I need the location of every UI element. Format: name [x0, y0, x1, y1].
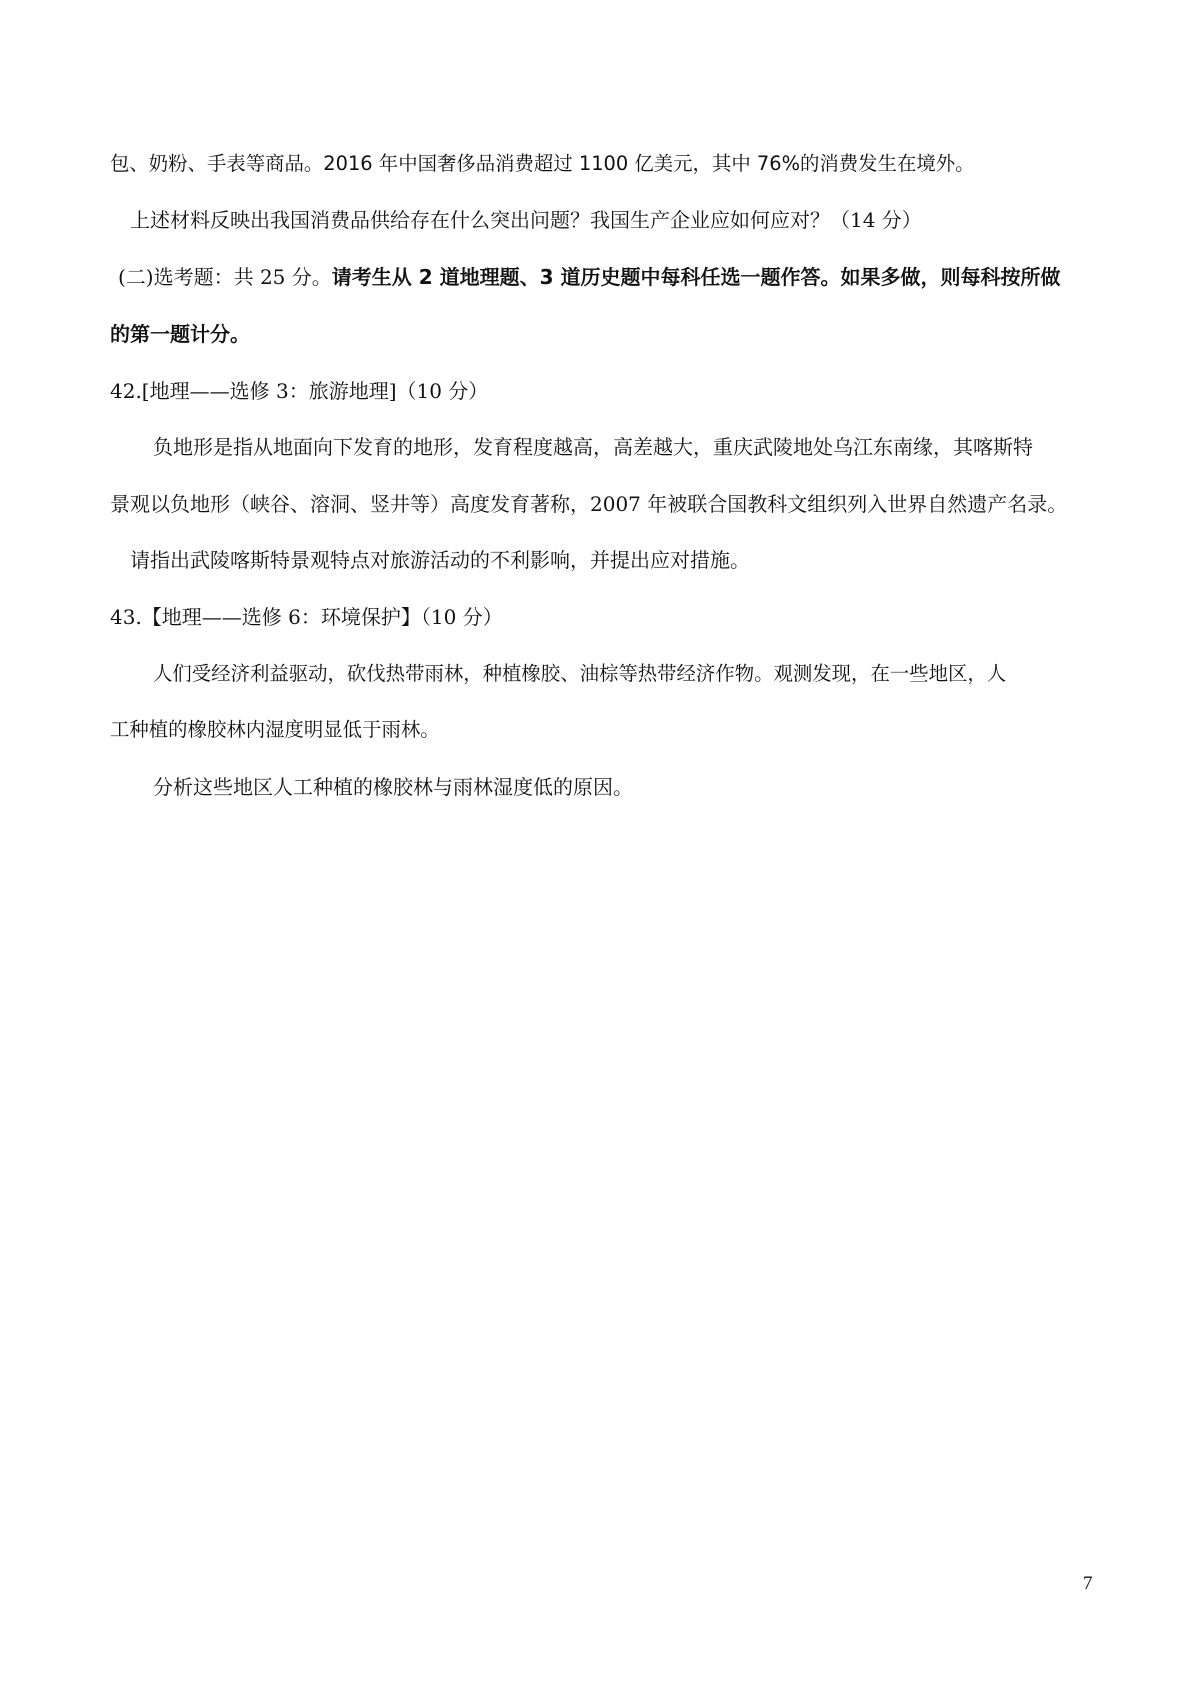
question-42-title: 42.[地理——选修 3：旅游地理]（10 分） [110, 379, 489, 403]
question-42-material-line2: 景观以负地形（峡谷、溶洞、竖井等）高度发育著称，2007 年被联合国教科文组织列入世界自然遗产名录。 [110, 492, 1068, 516]
page-number: 7 [1083, 1573, 1093, 1594]
question-42-prompt: 请指出武陵喀斯特景观特点对旅游活动的不利影响，并提出应对措施。 [130, 548, 750, 572]
paragraph-consumption-line1: 包、奶粉、手表等商品。2016 年中国奢侈品消费超过 1100 亿美元，其中 76%的消费发生在境外。 [110, 152, 975, 175]
section-2-heading [118, 263, 1108, 291]
section-2-instruction-part1: 请考生从 2 道地理题、3 道历史题中每科任选一题作答。如果多做，则每科按所做 [331, 265, 1061, 289]
question-43-title: 43.【地理——选修 6：环境保护】（10 分） [110, 605, 503, 629]
section-2-instruction-part2: 的第一题计分。 [110, 322, 250, 346]
question-43-material-line2: 工种植的橡胶林内湿度明显低于雨林。 [110, 718, 440, 741]
section-2-prefix: (二)选考题：共 25 分。 [118, 265, 332, 289]
question-41-prompt: 上述材料反映出我国消费品供给存在什么突出问题？我国生产企业应如何应对？（14 分） [130, 208, 922, 232]
question-43-prompt: 分析这些地区人工种植的橡胶林与雨林湿度低的原因。 [153, 775, 633, 799]
question-43-material-line1: 人们受经济利益驱动，砍伐热带雨林，种植橡胶、油棕等热带经济作物。观测发现，在一些地区，人 [153, 662, 1007, 685]
question-42-material-line1: 负地形是指从地面向下发育的地形，发育程度越高，高差越大，重庆武陵地处乌江东南缘，其喀斯特 [153, 435, 1033, 459]
